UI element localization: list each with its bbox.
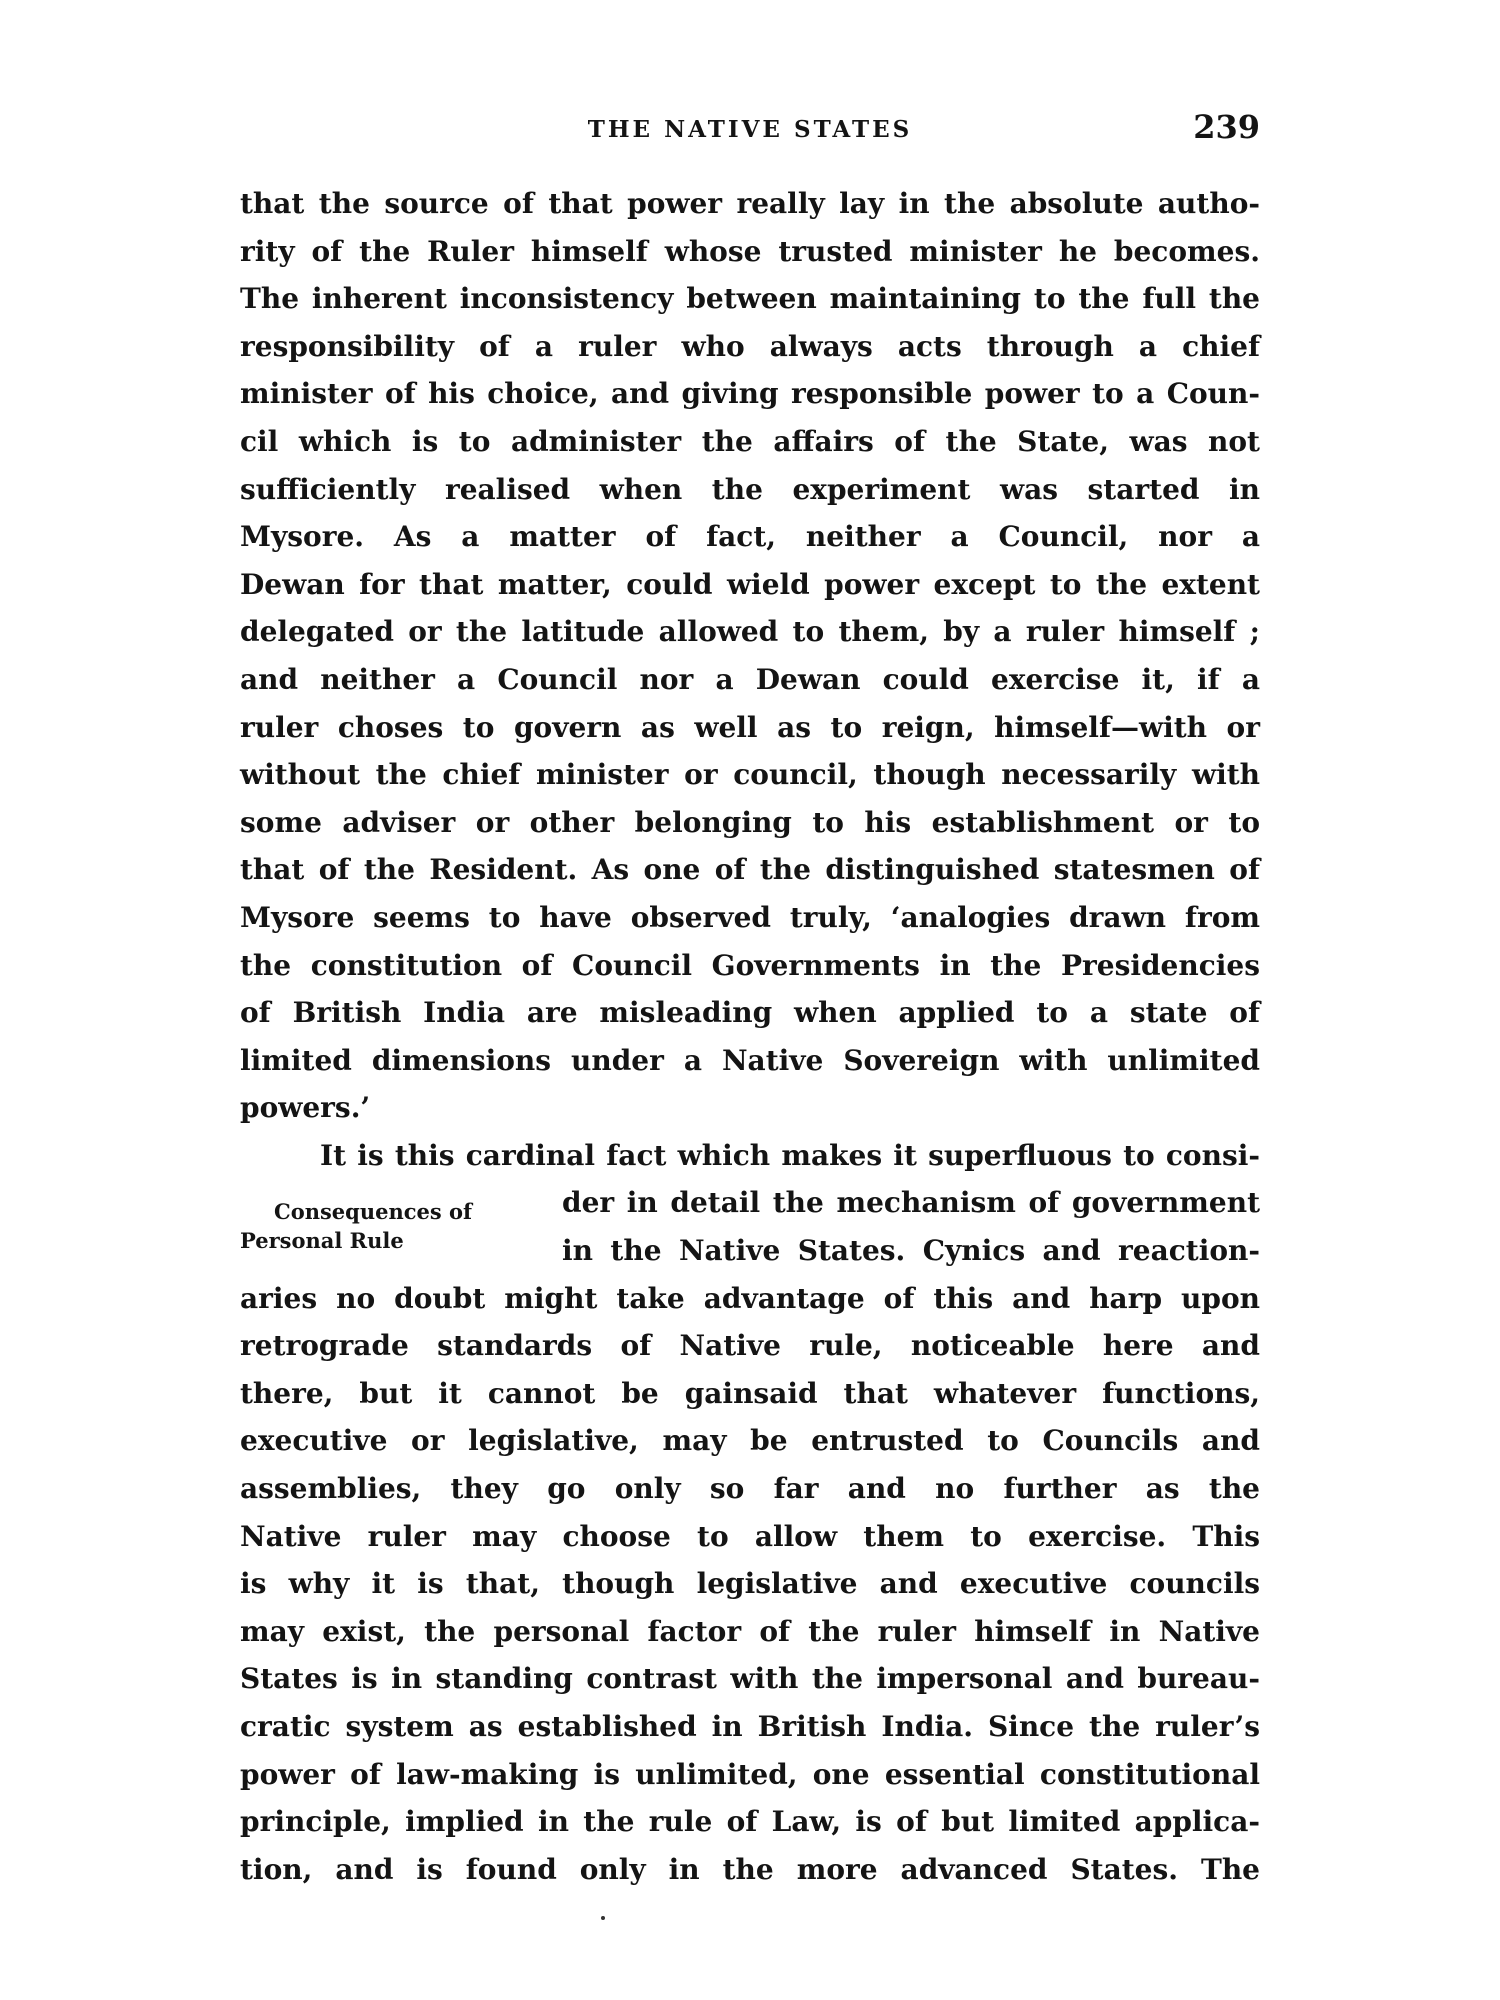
text-line: that the source of that power really lay in the absolute autho- <box>240 187 1260 220</box>
text-line: Mysore seems to have observed truly, ‘analogies drawn from <box>240 900 1260 934</box>
text-line: aries no doubt might take advantage of this and harp upon <box>240 1281 1260 1315</box>
text-line: executive or legislative, may be entrusted to Councils and <box>240 1424 1260 1458</box>
text-line: and neither a Council nor a Dewan could exercise it, if a <box>240 662 1260 696</box>
text-line: may exist, the personal factor of the ruler himself in Native <box>240 1614 1260 1648</box>
text-line: assemblies, they go only so far and no further as the <box>240 1472 1260 1506</box>
text-line: cratic system as established in British India. Since the ruler’s <box>240 1710 1260 1743</box>
body-text <box>240 180 1260 1893</box>
marginal-note-line: Consequences of <box>274 1199 473 1224</box>
text-line: without the chief minister or council, though necessarily with <box>240 758 1260 792</box>
running-head <box>240 108 1260 152</box>
text-line: of British India are misleading when applied to a state of <box>240 996 1260 1030</box>
text-line: the constitution of Council Governments in the Presidencies <box>240 948 1260 982</box>
text-line: delegated or the latitude allowed to them, by a ruler himself ; <box>240 615 1260 649</box>
text-line: in the Native States. Cynics and reaction- <box>562 1234 1260 1268</box>
paragraph-first-line: It is this cardinal fact which makes it superfluous to consi- <box>320 1138 1260 1172</box>
text-line: principle, implied in the rule of Law, is of but limited applica- <box>240 1805 1260 1839</box>
text-line: Mysore. As a matter of fact, neither a Council, nor a <box>240 520 1260 554</box>
print-speck <box>601 1916 605 1920</box>
page-number: 239 <box>1193 108 1260 146</box>
text-line: States is in standing contrast with the impersonal and bureau- <box>240 1662 1260 1696</box>
text-line: power of law-making is unlimited, one essential constitutional <box>240 1757 1260 1791</box>
text-line: that of the Resident. As one of the distinguished statesmen of <box>240 853 1260 887</box>
running-title: THE NATIVE STATES <box>587 116 913 143</box>
text-line: is why it is that, though legislative and executive councils <box>240 1567 1260 1601</box>
text-line: cil which is to administer the affairs of the State, was not <box>240 424 1260 458</box>
text-line: der in detail the mechanism of government <box>562 1186 1260 1220</box>
marginal-note-line: Personal Rule <box>240 1228 404 1253</box>
text-line: ruler choses to govern as well as to reign, himself—with or <box>240 710 1260 744</box>
text-line: Dewan for that matter, could wield power except to the extent <box>240 567 1260 601</box>
text-line: rity of the Ruler himself whose trusted minister he becomes. <box>240 234 1260 268</box>
text-line: sufficiently realised when the experiment was started in <box>240 472 1260 506</box>
text-line: there, but it cannot be gainsaid that whatever functions, <box>240 1376 1260 1410</box>
text-line: Native ruler may choose to allow them to exercise. This <box>240 1519 1260 1553</box>
text-line: powers.’ <box>240 1091 371 1125</box>
text-line: retrograde standards of Native rule, noticeable here and <box>240 1329 1260 1363</box>
text-line: some adviser or other belonging to his establishment or to <box>240 805 1260 839</box>
marginal-note <box>240 1197 540 1255</box>
text-line: tion, and is found only in the more advanced States. The <box>240 1852 1260 1886</box>
text-line: minister of his choice, and giving responsible power to a Coun- <box>240 377 1260 411</box>
text-line: limited dimensions under a Native Sovereign with unlimited <box>240 1043 1260 1077</box>
text-line: responsibility of a ruler who always acts through a chief <box>240 329 1260 363</box>
text-line: The inherent inconsistency between maintaining to the full the <box>240 282 1260 316</box>
